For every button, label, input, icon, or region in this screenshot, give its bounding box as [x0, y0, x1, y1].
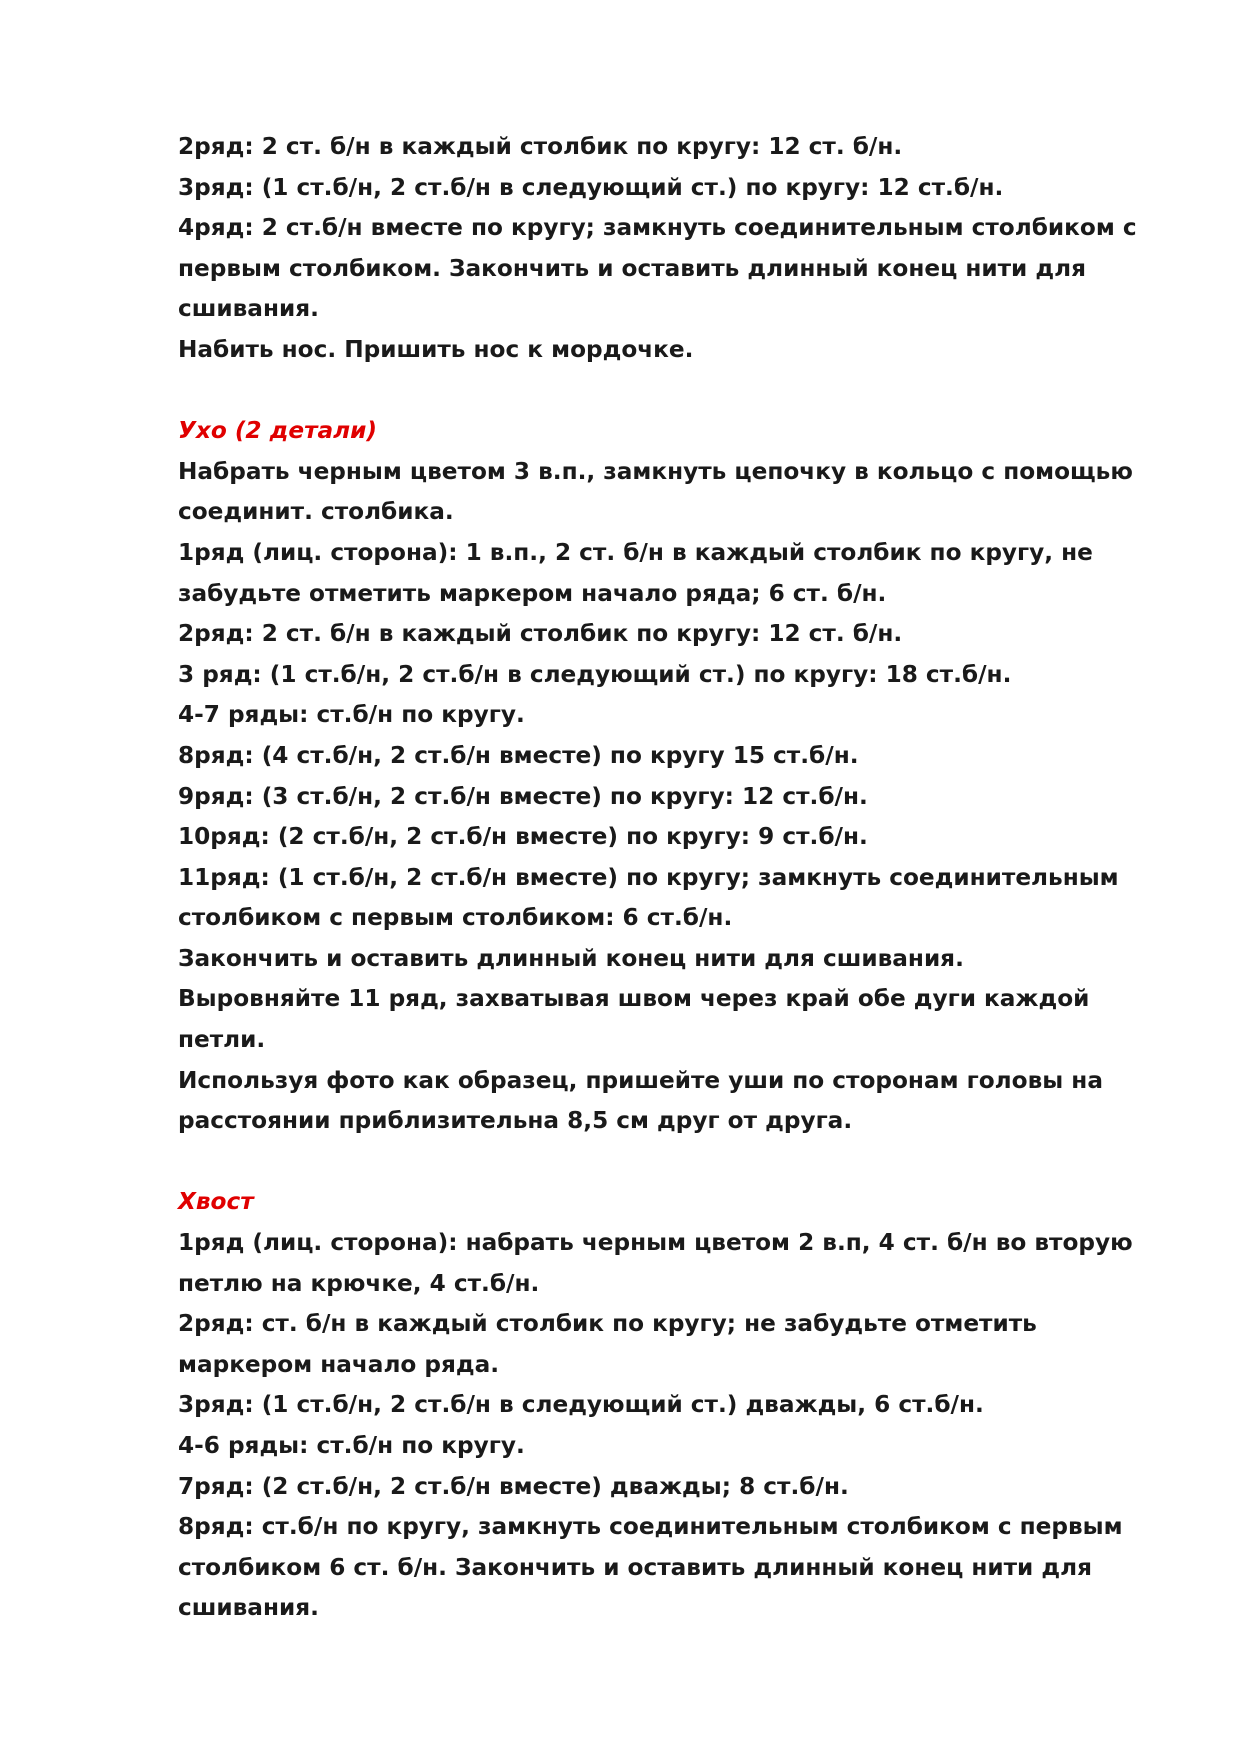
text-line: 3ряд: (1 ст.б/н, 2 ст.б/н в следующий ст.) по кругу: 12 ст.б/н.: [178, 173, 1004, 201]
text-line: Закончить и оставить длинный конец нити для сшивания.: [178, 944, 964, 972]
text-line: 1ряд (лиц. сторона): 1 в.п., 2 ст. б/н в каждый столбик по кругу, не: [178, 538, 1093, 566]
text-line: 4-6 ряды: ст.б/н по кругу.: [178, 1432, 525, 1459]
text-line: соединит. столбика.: [178, 498, 454, 526]
text-line: сшивания.: [178, 295, 319, 323]
text-line: Набить нос. Пришить нос к мордочке.: [178, 335, 694, 363]
text-line: столбиком 6 ст. б/н. Закончить и оставить длинный конец нити для: [178, 1553, 1092, 1581]
section-spacer: [178, 371, 1163, 412]
text-line: 2ряд: 2 ст. б/н в каждый столбик по кругу: 12 ст. б/н.: [178, 620, 903, 648]
text-line: 11ряд: (1 ст.б/н, 2 ст.б/н вместе) по кругу; замкнуть соединительным: [178, 863, 1119, 891]
text-line: Используя фото как образец, пришейте уши по сторонам головы на: [178, 1066, 1103, 1094]
text-line: 7ряд: (2 ст.б/н, 2 ст.б/н вместе) дважды; 8 ст.б/н.: [178, 1472, 849, 1500]
section-heading: Хвост: [178, 1188, 254, 1216]
text-line: 3ряд: (1 ст.б/н, 2 ст.б/н в следующий ст.) дважды, 6 ст.б/н.: [178, 1391, 984, 1419]
text-line: столбиком с первым столбиком: 6 ст.б/н.: [178, 904, 733, 932]
text-line: 1ряд (лиц. сторона): набрать черным цветом 2 в.п, 4 ст. б/н во вторую: [178, 1229, 1133, 1257]
text-line: забудьте отметить маркером начало ряда; 6 ст. б/н.: [178, 579, 887, 607]
text-line: маркером начало ряда.: [178, 1350, 500, 1378]
text-line: Выровняйте 11 ряд, захватывая швом через край обе дуги каждой: [178, 985, 1090, 1013]
text-line: Набрать черным цветом 3 в.п., замкнуть цепочку в кольцо с помощью: [178, 457, 1133, 485]
text-line: расстоянии приблизительна 8,5 см друг от друга.: [178, 1107, 853, 1135]
section-heading: Ухо (2 детали): [178, 417, 378, 445]
text-line: петли.: [178, 1026, 266, 1054]
ear-section: [178, 411, 1163, 1142]
text-line: 8ряд: ст.б/н по кругу, замкнуть соединительным столбиком с первым: [178, 1513, 1123, 1541]
text-line: 2ряд: 2 ст. б/н в каждый столбик по кругу: 12 ст. б/н.: [178, 133, 903, 160]
intro-section: [178, 127, 1163, 371]
text-line: 3 ряд: (1 ст.б/н, 2 ст.б/н в следующий ст.) по кругу: 18 ст.б/н.: [178, 660, 1012, 688]
document-page: [178, 127, 1163, 1629]
text-line: 9ряд: (3 ст.б/н, 2 ст.б/н вместе) по кругу: 12 ст.б/н.: [178, 782, 868, 810]
text-line: 8ряд: (4 ст.б/н, 2 ст.б/н вместе) по кругу 15 ст.б/н.: [178, 741, 859, 769]
text-line: 4ряд: 2 ст.б/н вместе по кругу; замкнуть соединительным столбиком с: [178, 214, 1137, 242]
tail-section: [178, 1182, 1163, 1629]
text-line: 2ряд: ст. б/н в каждый столбик по кругу; не забудьте отметить: [178, 1310, 1037, 1338]
text-line: 4-7 ряды: ст.б/н по кругу.: [178, 701, 525, 729]
text-line: 10ряд: (2 ст.б/н, 2 ст.б/н вместе) по кругу: 9 ст.б/н.: [178, 823, 868, 851]
text-line: петлю на крючке, 4 ст.б/н.: [178, 1269, 540, 1297]
text-line: первым столбиком. Закончить и оставить длинный конец нити для: [178, 254, 1086, 282]
section-spacer: [178, 1142, 1163, 1183]
text-line: сшивания.: [178, 1594, 319, 1622]
